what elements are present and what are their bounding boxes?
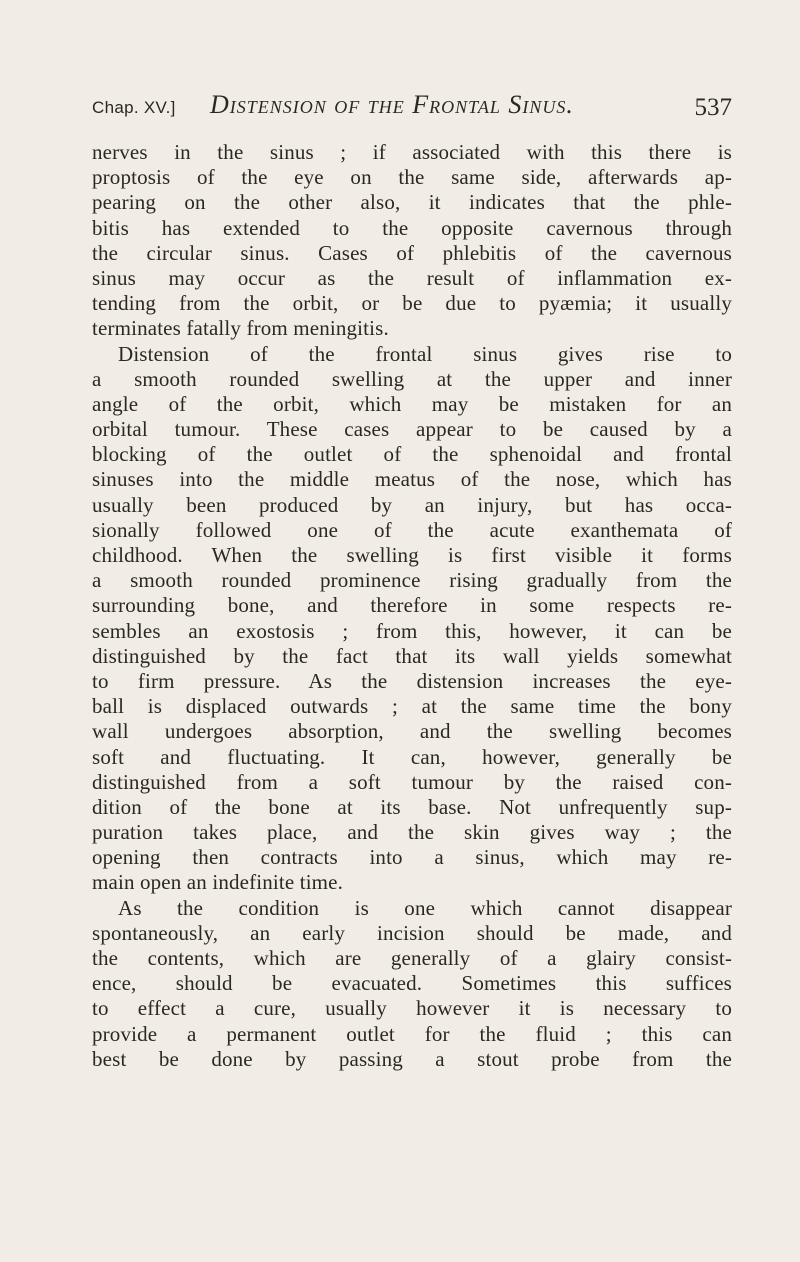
text-line: to firm pressure. As the distension increases the eye- — [92, 668, 732, 693]
text-line: provide a permanent outlet for the fluid ; this can — [92, 1021, 732, 1046]
text-line: nerves in the sinus ; if associated with this there is — [92, 140, 732, 164]
text-line: best be done by passing a stout probe from the — [92, 1046, 732, 1071]
text-line: terminates fatally from meningitis. — [92, 316, 389, 341]
text-line: angle of the orbit, which may be mistaken for an — [92, 391, 732, 416]
text-line: sinus may occur as the result of inflammation ex- — [92, 265, 732, 290]
text-line: opening then contracts into a sinus, which may re- — [92, 845, 732, 870]
text-line: tending from the orbit, or be due to pyæmia; it usually — [92, 291, 732, 316]
text-line: dition of the bone at its base. Not unfrequently sup- — [92, 794, 732, 819]
text-line: sembles an exostosis ; from this, however, it can be — [92, 618, 732, 643]
page-number: 537 — [694, 94, 732, 121]
text-line: the circular sinus. Cases of phlebitis of the cavernous — [92, 240, 732, 265]
text-line: main open an indefinite time. — [92, 870, 344, 895]
text-line: a smooth rounded swelling at the upper and inner — [92, 366, 732, 391]
text-line: Distension of the frontal sinus gives rise to — [118, 341, 732, 366]
text-line: blocking of the outlet of the sphenoidal and frontal — [92, 442, 732, 467]
text-line: wall undergoes absorption, and the swelling becomes — [92, 719, 732, 744]
text-line: pearing on the other also, it indicates that the phle- — [92, 190, 732, 215]
text-line: sionally followed one of the acute exanthemata of — [92, 517, 732, 542]
text-line: orbital tumour. These cases appear to be caused by a — [92, 417, 732, 442]
chapter-label: Chap. XV.] — [92, 98, 176, 117]
text-line: ence, should be evacuated. Sometimes this suffices — [92, 971, 732, 996]
text-line: ball is displaced outwards ; at the same time the bony — [92, 694, 732, 719]
text-line: usually been produced by an injury, but has occa- — [92, 492, 732, 517]
text-line: childhood. When the swelling is first visible it forms — [92, 543, 732, 567]
text-line: soft and fluctuating. It can, however, generally be — [92, 744, 732, 769]
text-line: sinuses into the middle meatus of the nose, which has — [92, 467, 732, 492]
body-text — [92, 140, 732, 1072]
text-line: proptosis of the eye on the same side, afterwards ap- — [92, 165, 732, 190]
text-line: surrounding bone, and therefore in some respects re- — [92, 593, 732, 618]
text-line: distinguished from a soft tumour by the raised con- — [92, 769, 732, 794]
text-line: a smooth rounded prominence rising gradually from the — [92, 568, 732, 593]
text-line: puration takes place, and the skin gives way ; the — [92, 820, 732, 845]
running-header — [92, 88, 732, 128]
text-line: spontaneously, an early incision should be made, and — [92, 920, 732, 945]
running-title: Distension of the Frontal Sinus. — [210, 90, 574, 119]
text-line: bitis has extended to the opposite cavernous through — [92, 215, 732, 240]
text-line: distinguished by the fact that its wall yields somewhat — [92, 643, 732, 668]
text-line: to effect a cure, usually however it is necessary to — [92, 996, 732, 1021]
text-line: As the condition is one which cannot disappear — [118, 895, 732, 920]
text-line: the contents, which are generally of a glairy consist- — [92, 946, 732, 970]
